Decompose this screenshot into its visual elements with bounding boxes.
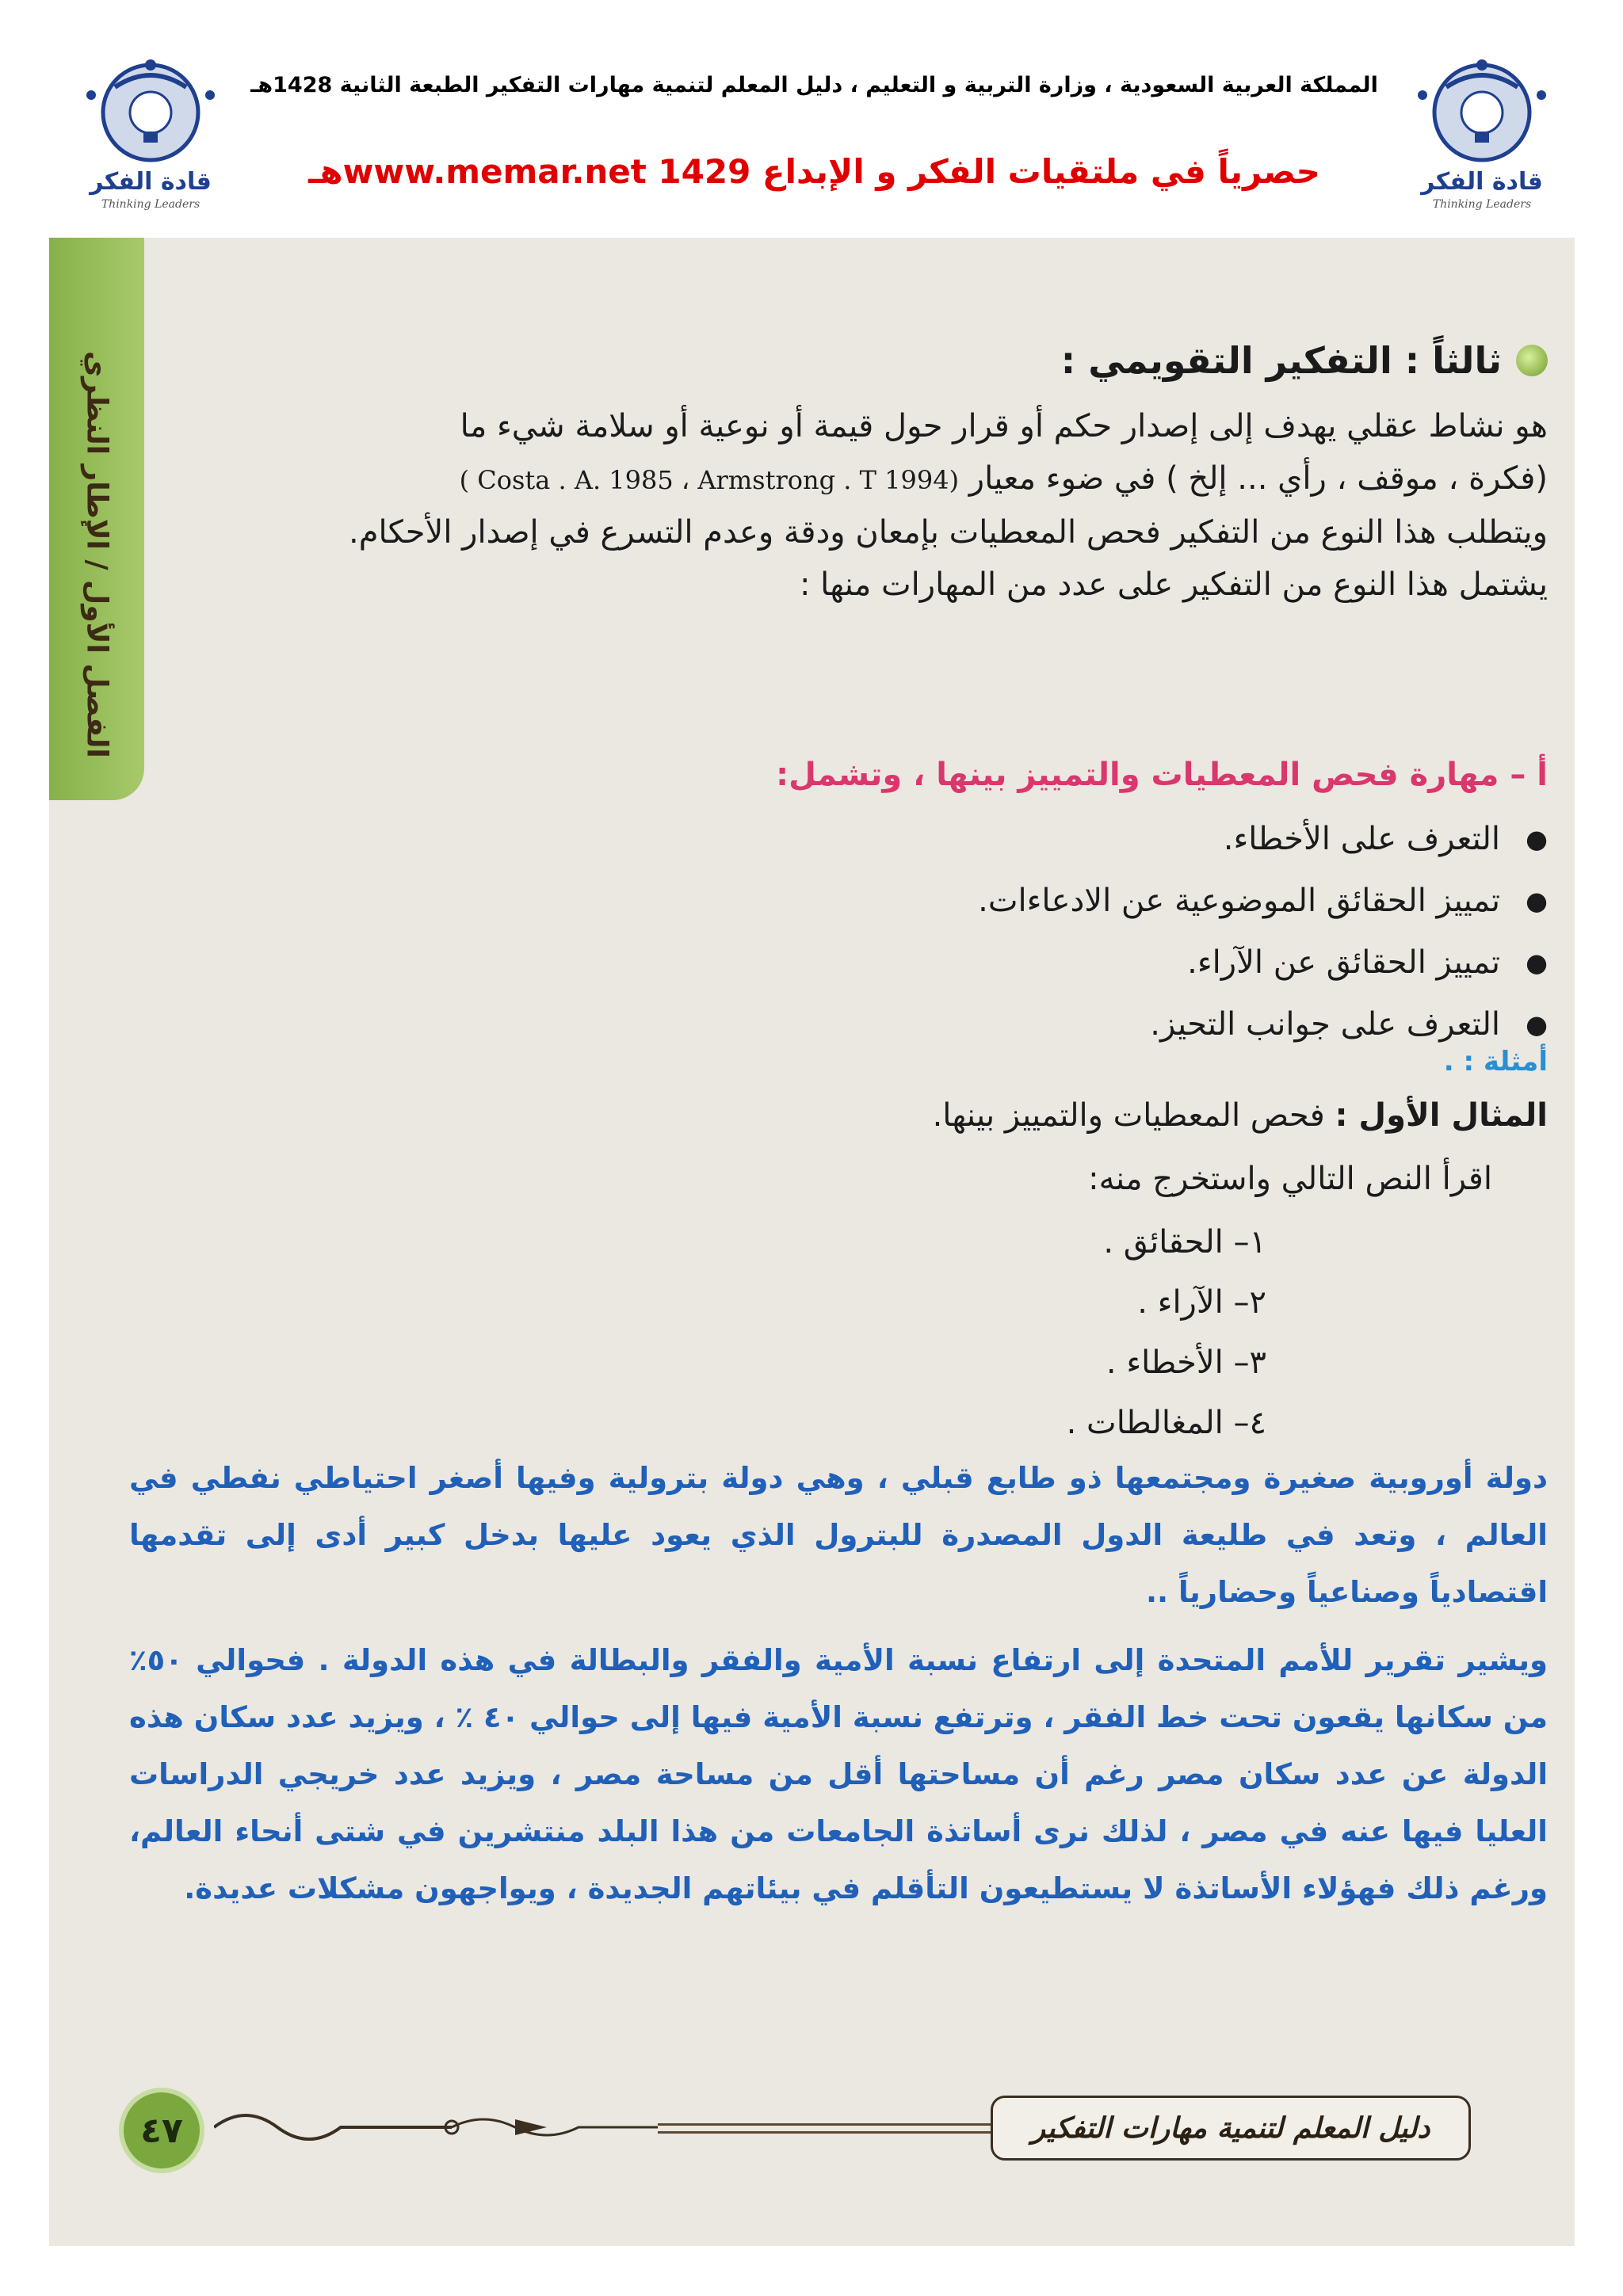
extraction-list [1067,1212,1266,1453]
logo-right [1407,55,1557,214]
logo-text: قادة الفكر [90,168,212,196]
list-item: ١– الحقائق . [1103,1224,1266,1261]
includes-text: يشتمل هذا النوع من التفكير على عدد من المهارات منها : [799,566,1548,603]
logo-text: قادة الفكر [1421,168,1543,196]
footer-divider [658,2131,991,2134]
examples-label: أمثلة : . [1443,1046,1548,1077]
passage-paragraph-2: ويشير تقرير للأمم المتحدة إلى ارتفاع نسبة الأمية والفقر والبطالة في هذه الدولة . فحوالي ٥٠٪ من سكانها يقعون تحت خط الفقر ، وترتفع نسبة الأمية فيها إلى حوالي ٤٠ ٪ ، ويزيد عدد سكان هذه الدولة عن عدد سكان مصر رغم أن مساحتها أقل من مساحة مصر ، ويزيد عدد خريجي الدراسات العليا فيها عنه في مصر ، لذلك نرى أساتذة الجامعات من هذا البلد منتشرين في شتى أنحاء العالم، ورغم ذلك فهؤلاء الأساتذة لا يستطيعون التأقلم في بيئاتهم الجديدة ، ويواجهون مشكلات عديدة. [129,1643,1548,1905]
green-bullet-icon [1516,345,1548,376]
logo-emblem-icon [75,55,226,166]
header-line-ministry: المملكة العربية السعودية ، وزارة التربية و التعليم ، دليل المعلم لتنمية مهارات التفكير الطبعة الثانية 1428هـ [250,73,1378,97]
definition-line-1: هو نشاط عقلي يهدف إلى إصدار حكم أو قرار حول قيمة أو نوعية أو سلامة شيء ما [460,408,1548,444]
example-instruction: اقرأ النص التالي واستخرج منه: [1088,1161,1492,1197]
example-one-label: المثال الأول : [1335,1097,1548,1134]
logo-left [75,55,226,214]
header-line-website: حصرياً في ملتقيات الفكر و الإبداع www.memar.net 1429هـ [308,152,1320,191]
skill-a-list [978,808,1548,1055]
definition-line-2 [137,452,1548,506]
footer-divider [658,2123,991,2126]
list-item: ● التعرف على جوانب التحيز. [978,994,1548,1055]
section-title-row [1061,333,1548,388]
footer-ornament-icon [214,2103,658,2151]
skill-a-heading: أ – مهارة فحص المعطيات والتمييز بينها ، وتشمل: [776,757,1548,793]
citation: (Costa . A. 1985 ، Armstrong . T 1994 ) [459,465,960,495]
logo-emblem-icon [1407,55,1557,166]
section-definition [137,400,1548,611]
logo-subtitle: Thinking Leaders [101,198,200,211]
passage-paragraph-1: دولة أوروبية صغيرة ومجتمعها ذو طابع قبلي ، وهي دولة بترولية وفيها أصغر احتياطي نفطي في العالم ، وتعد في طليعة الدول المصدرة للبترول الذي يعود عليها بدخل كبير أدى إلى تقدمها اقتصادياً وصناعياً وحضارياً .. [129,1461,1548,1609]
list-item: ٢– الآراء . [1137,1284,1266,1321]
list-item: ٣– الأخطاء . [1106,1344,1266,1381]
example-one-text: فحص المعطيات والتمييز بينها. [932,1097,1325,1134]
footer-book-title: دليل المعلم لتنمية مهارات التفكير [991,2096,1471,2161]
example-one [933,1097,1548,1134]
section-title: ثالثاً : التفكير التقويمي : [1060,339,1502,382]
list-item: ● تمييز الحقائق الموضوعية عن الادعاءات. [978,870,1548,932]
chapter-side-label: الفصل الأول / الإطار النظري [80,351,113,758]
page-number: ٤٧ [119,2088,204,2173]
list-item: ● التعرف على الأخطاء. [978,808,1548,870]
list-item: ● تمييز الحقائق عن الآراء. [978,932,1548,994]
requirement-text: ويتطلب هذا النوع من التفكير فحص المعطيات بإمعان ودقة وعدم التسرع في إصدار الأحكام. [349,514,1548,551]
logo-subtitle: Thinking Leaders [1432,198,1532,211]
definition-line-2-text: (فكرة ، موقف ، رأي ... إلخ ) في ضوء معيار [968,460,1548,497]
list-item: ٤– المغالطات . [1066,1405,1266,1441]
